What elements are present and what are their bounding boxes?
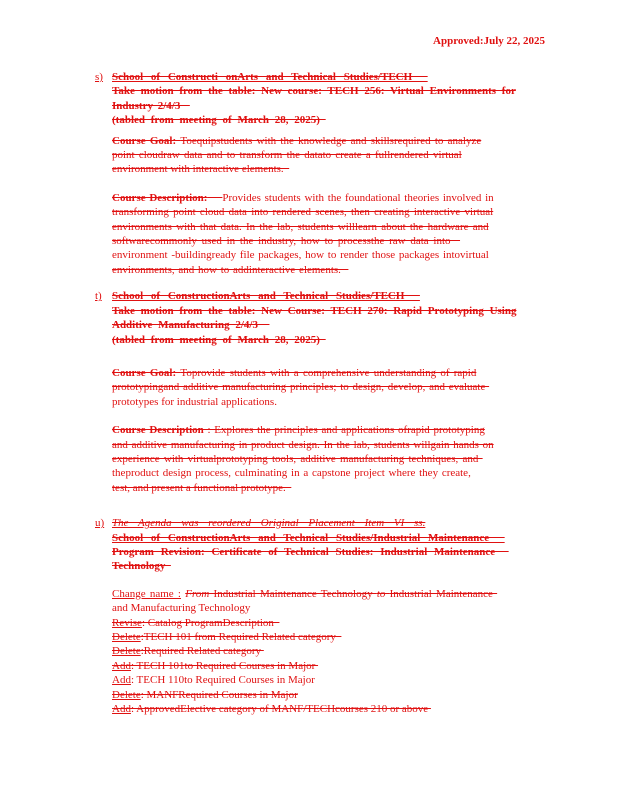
text-run: softwarecommonly used in the industry, how to processthe raw data into — [112, 235, 461, 248]
text-run: Delete — [112, 631, 141, 643]
text-run: Technology — [112, 560, 171, 573]
text-run: Course Description — [112, 424, 208, 437]
text-run: Course Goal: — [112, 134, 181, 147]
document-line — [112, 289, 556, 303]
document-line — [112, 220, 556, 234]
section-content — [112, 516, 556, 716]
text-run: Delete — [112, 688, 141, 701]
paragraph — [112, 423, 556, 495]
text-run: Toprovide students with a comprehensive understanding of rapid — [180, 366, 477, 379]
text-run: Provides students with the foundational theories involved in — [222, 191, 494, 204]
paragraph — [112, 587, 556, 717]
text-run: Delete — [112, 645, 141, 658]
text-run: test, and present a functional prototype. — [112, 481, 292, 494]
text-run: School of Constructi onArts and Technical Studies/TECH — [112, 71, 428, 83]
text-run: From — [185, 587, 214, 600]
document-line — [112, 191, 556, 205]
text-run: environment with interactive elements. — [112, 163, 290, 176]
text-run: (tabled from meeting of March 28, 2025) — [112, 333, 326, 346]
text-run: Industry 2/4/3 — [112, 99, 190, 112]
document-line — [112, 380, 556, 394]
document-line — [112, 423, 556, 437]
text-run: prototypes for industrial applications. — [112, 395, 277, 408]
approval-date: Approved:July 22, 2025 — [433, 35, 545, 47]
document-line — [112, 702, 556, 716]
text-run: point cloudraw data and to transform the datato create a fullrendered virtual — [112, 149, 462, 162]
paragraph — [112, 366, 556, 409]
document-line — [112, 333, 556, 347]
text-run: Take motion from the table: New Course: TECH 270: Rapid Prototyping Using — [112, 304, 517, 317]
section-u — [95, 516, 556, 716]
document-line — [112, 644, 556, 658]
document-line — [112, 516, 556, 530]
text-run: Revise — [112, 616, 142, 629]
document-line — [112, 113, 556, 127]
text-run: transforming point cloud data into rendered scenes, then creating interactive virtual — [112, 206, 494, 219]
document-line — [112, 601, 556, 615]
section-s — [95, 70, 556, 289]
document-line — [112, 559, 556, 573]
text-run: : Catalog ProgramDescription — [141, 616, 280, 629]
section-content — [112, 70, 556, 289]
text-run: Industrial Maintenance Technology — [213, 587, 377, 600]
text-run: : ApprovedElective category of MANF/TECHcourses 210 or above — [130, 703, 431, 716]
document-line — [112, 366, 556, 380]
document-line — [112, 545, 556, 559]
paragraph — [112, 134, 556, 177]
text-run: Industrial Maintenance — [389, 587, 498, 600]
text-run: Change name : — [112, 587, 181, 600]
document-line — [112, 466, 556, 480]
text-run: environments, and how to addinteractive elements. — [112, 263, 349, 276]
document-line — [112, 531, 556, 545]
text-run: Take motion from the table: New course: TECH 256: Virtual Environments for — [112, 85, 516, 98]
document-line — [112, 205, 556, 219]
document-line — [112, 318, 556, 332]
document-line — [112, 162, 556, 176]
document-line — [112, 587, 556, 601]
text-run: (tabled from meeting of March 28, 2025) — [112, 114, 326, 127]
text-run: experience with virtualprototyping tools, additive manufacturing techniques, and — [112, 452, 483, 465]
document-line — [112, 234, 556, 248]
document-body — [95, 70, 556, 716]
document-line — [112, 134, 556, 148]
document-line — [112, 659, 556, 673]
text-run: : MANFRequired Courses in Major — [140, 688, 298, 701]
section-t — [95, 289, 556, 516]
text-run: prototypingand additive manufacturing principles; to design, develop, and evaluate — [112, 381, 490, 394]
document-line — [112, 452, 556, 466]
text-run: : TECH 101to Required Courses in Major — [130, 659, 319, 672]
text-run: : Explores the principles and applications ofrapid prototyping — [207, 424, 485, 437]
section-label: t) — [95, 290, 102, 303]
document-line — [112, 248, 556, 262]
text-run: Add — [112, 674, 131, 687]
text-run: and additive manufacturing in product design. In the lab, students willgain hands on — [112, 438, 494, 451]
text-run: :TECH 101 from Required Related category — [140, 631, 342, 643]
section-label: u) — [95, 517, 105, 530]
text-run: to — [376, 587, 390, 600]
text-run: Toequipstudents with the knowledge and skillsrequired to analyze — [180, 134, 482, 147]
text-run: and Manufacturing Technology — [112, 602, 251, 615]
text-run: Add — [112, 659, 131, 672]
document-line — [112, 481, 556, 495]
document-line — [112, 630, 556, 644]
text-run: Additive Manufacturing 2/4/3 — [112, 319, 270, 332]
text-run: School of ConstructionArts and Technical Studies/Industrial Maintenance — [112, 531, 505, 544]
text-run: Program Revision: Certificate of Technical Studies: Industrial Maintenance — [112, 545, 509, 558]
document-line — [112, 84, 556, 98]
text-run: environments with that data. In the lab, students willlearn about the hardware and — [112, 220, 489, 233]
text-run: School of ConstructionArts and Technical Studies/TECH — [112, 290, 420, 303]
text-run: environment -buildingready file packages, how to render those packages intovirtual — [112, 249, 489, 262]
text-run: theproduct design process, culminating in a capstone project where they create, — [112, 467, 471, 480]
text-run: The Agenda was reordered Original Placement Item VI ss. — [112, 517, 426, 530]
text-run: Course Description: — [112, 191, 208, 204]
paragraph — [112, 289, 556, 347]
document-line — [112, 263, 556, 277]
section-content — [112, 289, 556, 516]
document-line — [112, 616, 556, 630]
paragraph — [112, 516, 556, 574]
document-line — [112, 304, 556, 318]
paragraph — [112, 191, 556, 277]
document-line — [112, 395, 556, 409]
text-run — [207, 192, 222, 204]
paragraph — [112, 70, 556, 128]
text-run: : TECH 110to Required Courses in Major — [130, 674, 315, 687]
text-run: Course Goal: — [112, 366, 181, 379]
document-line — [112, 688, 556, 702]
document-line — [112, 70, 556, 84]
document-line — [112, 673, 556, 687]
document-line — [112, 148, 556, 162]
document-line — [112, 99, 556, 113]
text-run: :Required Related category — [140, 645, 264, 658]
section-label: s) — [95, 71, 103, 83]
document-line — [112, 438, 556, 452]
text-run: Add — [112, 703, 131, 716]
